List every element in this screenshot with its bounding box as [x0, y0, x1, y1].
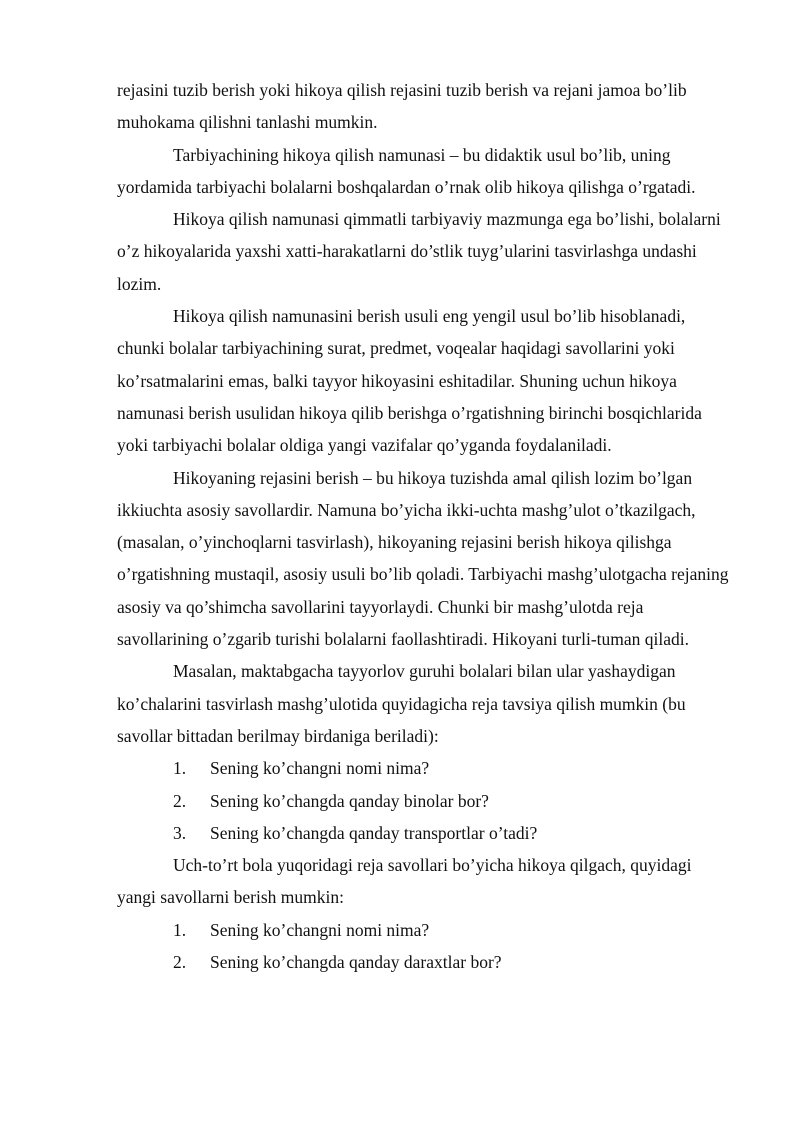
list-item-number: 1. — [173, 919, 187, 940]
list-item — [117, 914, 732, 946]
paragraph-example: Masalan, maktabgacha tayyorlov guruhi bolalari bilan ular yashaydigan ko’chalarini tasvirlash mashg’ulotida quyidagicha reja tavsiya qilish mumkin (bu savollar bittadan berilmay birdaniga beriladi): — [117, 661, 686, 746]
list-item — [117, 817, 732, 849]
list-item — [117, 785, 732, 817]
list-item-text: Sening ko’changda qanday binolar bor? — [210, 790, 489, 811]
paragraph-new-questions: Uch-to’rt bola yuqoridagi reja savollari bo’yicha hikoya qilgach, quyidagi yangi savollarni berish mumkin: — [117, 855, 692, 908]
list-item-number: 2. — [173, 952, 187, 973]
paragraph-continuation: rejasini tuzib berish yoki hikoya qilish rejasini tuzib berish va rejani jamoa bo’lib muhokama qilishni tanlashi mumkin. — [117, 80, 687, 133]
question-list-one — [117, 752, 732, 849]
list-item — [117, 752, 732, 784]
question-list-two — [117, 914, 732, 979]
paragraph-educational-content: Hikoya qilish namunasi qimmatli tarbiyaviy mazmunga ega bo’lishi, bolalarni o’z hikoyalarida yaxshi xatti-harakatlarni do’stlik tuyg’ularini tasvirlashga undashi lozim. — [117, 209, 721, 294]
list-item-text: Sening ko’changda qanday daraxtlar bor? — [210, 952, 502, 973]
paragraph-story-sample: Tarbiyachining hikoya qilish namunasi – bu didaktik usul bo’lib, uning yordamida tarbiyachi bolalarni boshqalardan o’rnak olib hikoya qilishga o’rgatadi. — [117, 144, 696, 197]
list-item-text: Sening ko’changda qanday transportlar o’tadi? — [210, 822, 538, 843]
list-item-text: Sening ko’changni nomi nima? — [210, 919, 430, 940]
list-item-number: 2. — [173, 790, 187, 811]
paragraph-story-plan: Hikoyaning rejasini berish – bu hikoya tuzishda amal qilish lozim bo’lgan ikkiuchta asosiy savollardir. Namuna bo’yicha ikki-uchta mashg’ulot o’tkazilgach, (masalan, o’yinchoqlarni tasvirlash), hikoyaning rejasini berish hikoya qilishga o’rgatishning mustaqil, asosiy usuli bo’lib qoladi. Tarbiyachi mashg’ulotgacha rejaning asosiy va qo’shimcha savollarini tayyorlaydi. Chunki bir mashg’ulotda reja savollarining o’zgarib turishi bolalarni faollashtiradi. Hikoyani turli-tuman qiladi. — [117, 467, 729, 650]
list-item — [117, 946, 732, 978]
paragraph-easiest-method: Hikoya qilish namunasini berish usuli eng yengil usul bo’lib hisoblanadi, chunki bolalar tarbiyachining surat, predmet, voqealar haqidagi savollarini yoki ko’rsatmalarini emas, balki tayyor hikoyasini eshitadilar. Shuning uchun hikoya namunasi berish usulidan hikoya qilib berishga o’rgatishning birinchi bosqichlarida yoki tarbiyachi bolalar oldiga yangi vazifalar qo’yganda foydalaniladi. — [117, 306, 702, 456]
list-item-text: Sening ko’changni nomi nima? — [210, 758, 430, 779]
list-item-number: 1. — [173, 758, 187, 779]
list-item-number: 3. — [173, 822, 187, 843]
